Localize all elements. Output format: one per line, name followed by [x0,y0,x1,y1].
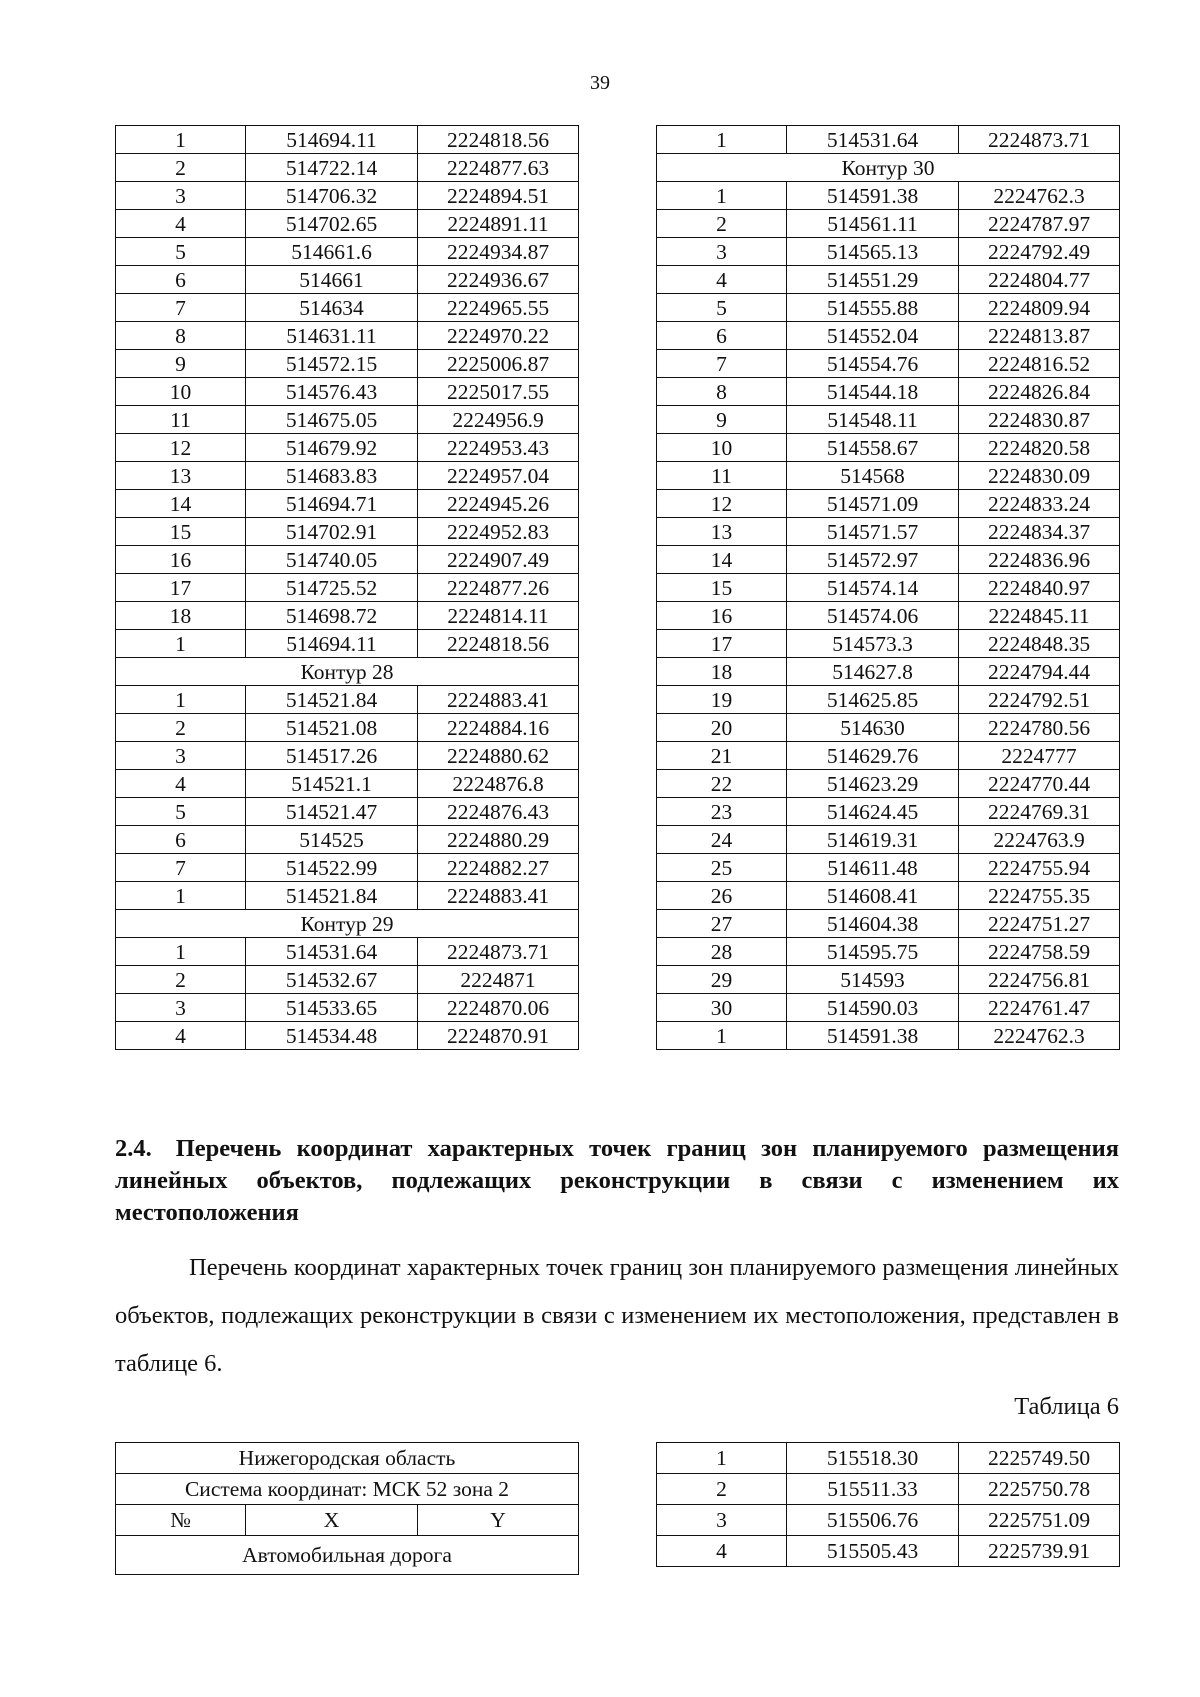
point-number-cell: 10 [657,434,787,462]
table-row [116,714,579,742]
table-row [657,630,1120,658]
y-coordinate-cell: 2225739.91 [959,1536,1120,1567]
point-number-cell: 3 [657,1505,787,1536]
coordinates-table-body [657,1443,1120,1567]
section-title: Перечень координат характерных точек границ зон планируемого размещения линейных объектов, подлежащих реконструкции в связи с изменением их местоположения [115,1135,1119,1226]
point-number-cell: 18 [657,658,787,686]
point-number-cell: 11 [657,462,787,490]
y-coordinate-cell: 2224952.83 [418,518,579,546]
contour-heading: Контур 28 [116,658,579,686]
y-coordinate-cell: 2224755.94 [959,854,1120,882]
x-coordinate-cell: 514634 [246,294,418,322]
point-number-cell: 17 [657,630,787,658]
table-row [116,686,579,714]
point-number-cell: 7 [116,854,246,882]
y-coordinate-cell: 2224758.59 [959,938,1120,966]
coordinates-table-right [656,125,1120,1050]
table6-coordinates-table [656,1442,1120,1567]
x-coordinate-cell: 514694.71 [246,490,418,518]
point-number-cell: 16 [657,602,787,630]
y-coordinate-cell: 2225750.78 [959,1474,1120,1505]
table-row [116,742,579,770]
y-coordinate-cell: 2224836.96 [959,546,1120,574]
x-coordinate-cell: 514625.85 [787,686,959,714]
x-coordinate-cell: 514661.6 [246,238,418,266]
x-coordinate-cell: 514571.09 [787,490,959,518]
x-coordinate-cell: 514576.43 [246,378,418,406]
point-number-cell: 19 [657,686,787,714]
table-row [657,210,1120,238]
x-coordinate-cell: 514551.29 [787,266,959,294]
x-coordinate-cell: 514544.18 [787,378,959,406]
y-coordinate-cell: 2224880.29 [418,826,579,854]
x-coordinate-cell: 514661 [246,266,418,294]
y-coordinate-cell: 2224876.43 [418,798,579,826]
table-row [657,546,1120,574]
table-row [657,686,1120,714]
table-row [657,294,1120,322]
point-number-cell: 21 [657,742,787,770]
table-row [116,1022,579,1050]
x-coordinate-cell: 514521.84 [246,686,418,714]
table-row [657,854,1120,882]
point-number-cell: 10 [116,378,246,406]
y-coordinate-cell: 2224945.26 [418,490,579,518]
y-coordinate-cell: 2224907.49 [418,546,579,574]
x-coordinate-cell: 514608.41 [787,882,959,910]
y-coordinate-cell: 2224873.71 [959,126,1120,154]
y-coordinate-cell: 2224826.84 [959,378,1120,406]
y-coordinate-cell: 2224834.37 [959,518,1120,546]
x-coordinate-cell: 514521.47 [246,798,418,826]
x-coordinate-cell: 514591.38 [787,1022,959,1050]
x-coordinate-cell: 514698.72 [246,602,418,630]
table-row [116,966,579,994]
x-coordinate-cell: 515505.43 [787,1536,959,1567]
point-number-cell: 6 [657,322,787,350]
table-row [116,994,579,1022]
point-number-cell: 4 [657,1536,787,1567]
table-row [657,1474,1120,1505]
table-row [657,966,1120,994]
y-coordinate-cell: 2224751.27 [959,910,1120,938]
table-row [657,938,1120,966]
x-coordinate-cell: 514522.99 [246,854,418,882]
point-number-cell: 6 [116,826,246,854]
x-coordinate-cell: 514574.06 [787,602,959,630]
table-row [116,126,579,154]
point-number-cell: 13 [657,518,787,546]
y-coordinate-cell: 2224770.44 [959,770,1120,798]
point-number-cell: 1 [657,182,787,210]
point-number-cell: 1 [657,1022,787,1050]
y-coordinate-cell: 2224882.27 [418,854,579,882]
y-coordinate-cell: 2224787.97 [959,210,1120,238]
x-coordinate-cell: 514702.91 [246,518,418,546]
y-coordinate-cell: 2224813.87 [959,322,1120,350]
x-coordinate-cell: 514568 [787,462,959,490]
point-number-cell: 4 [116,1022,246,1050]
table-row [657,350,1120,378]
point-number-cell: 9 [116,350,246,378]
column-header-number: № [116,1505,246,1536]
point-number-cell: 20 [657,714,787,742]
point-number-cell: 15 [116,518,246,546]
point-number-cell: 26 [657,882,787,910]
table-row [657,910,1120,938]
table6-header-table [115,1442,579,1575]
table-row [116,294,579,322]
table-row [657,462,1120,490]
coordinates-table-body [116,126,579,1050]
table-row [116,1474,579,1505]
table-row [116,154,579,182]
x-coordinate-cell: 514532.67 [246,966,418,994]
point-number-cell: 11 [116,406,246,434]
table-row [116,462,579,490]
table-row [657,322,1120,350]
x-coordinate-cell: 514627.8 [787,658,959,686]
x-coordinate-cell: 514521.08 [246,714,418,742]
point-number-cell: 18 [116,602,246,630]
table-row [657,406,1120,434]
y-coordinate-cell: 2224877.63 [418,154,579,182]
coord-system-cell: Система координат: МСК 52 зона 2 [116,1474,579,1505]
x-coordinate-cell: 514574.14 [787,574,959,602]
table-row [116,882,579,910]
x-coordinate-cell: 514624.45 [787,798,959,826]
x-coordinate-cell: 514630 [787,714,959,742]
region-cell: Нижегородская область [116,1443,579,1474]
y-coordinate-cell: 2224820.58 [959,434,1120,462]
table-row [657,518,1120,546]
point-number-cell: 1 [116,938,246,966]
x-coordinate-cell: 514679.92 [246,434,418,462]
column-header-y: Y [418,1505,579,1536]
coordinates-table-body [657,126,1120,1050]
x-coordinate-cell: 514533.65 [246,994,418,1022]
point-number-cell: 2 [116,714,246,742]
y-coordinate-cell: 2224970.22 [418,322,579,350]
y-coordinate-cell: 2224830.87 [959,406,1120,434]
point-number-cell: 3 [657,238,787,266]
y-coordinate-cell: 2224956.9 [418,406,579,434]
table-row [657,714,1120,742]
point-number-cell: 2 [116,154,246,182]
x-coordinate-cell: 514619.31 [787,826,959,854]
y-coordinate-cell: 2224883.41 [418,882,579,910]
point-number-cell: 16 [116,546,246,574]
point-number-cell: 7 [657,350,787,378]
x-coordinate-cell: 514552.04 [787,322,959,350]
point-number-cell: 22 [657,770,787,798]
x-coordinate-cell: 514521.1 [246,770,418,798]
x-coordinate-cell: 514590.03 [787,994,959,1022]
table-row [657,742,1120,770]
x-coordinate-cell: 514531.64 [787,126,959,154]
x-coordinate-cell: 514725.52 [246,574,418,602]
coordinates-table-left [115,125,579,1050]
table-row [116,350,579,378]
table-row [116,378,579,406]
point-number-cell: 4 [657,266,787,294]
y-coordinate-cell: 2224780.56 [959,714,1120,742]
point-number-cell: 14 [116,490,246,518]
x-coordinate-cell: 514706.32 [246,182,418,210]
table-row [657,602,1120,630]
point-number-cell: 17 [116,574,246,602]
point-number-cell: 25 [657,854,787,882]
y-coordinate-cell: 2224761.47 [959,994,1120,1022]
y-coordinate-cell: 2225006.87 [418,350,579,378]
y-coordinate-cell: 2224763.9 [959,826,1120,854]
y-coordinate-cell: 2224809.94 [959,294,1120,322]
table-row [116,1443,579,1474]
y-coordinate-cell: 2224792.49 [959,238,1120,266]
x-coordinate-cell: 514572.97 [787,546,959,574]
x-coordinate-cell: 514629.76 [787,742,959,770]
y-coordinate-cell: 2224830.09 [959,462,1120,490]
object-name-cell: Автомобильная дорога [116,1536,579,1575]
point-number-cell: 5 [116,238,246,266]
point-number-cell: 9 [657,406,787,434]
y-coordinate-cell: 2224934.87 [418,238,579,266]
point-number-cell: 15 [657,574,787,602]
x-coordinate-cell: 514534.48 [246,1022,418,1050]
body-paragraph: Перечень координат характерных точек границ зон планируемого размещения линейных объектов, подлежащих реконструкции в связи с изменением их местоположения, представлен в таблице 6. [115,1254,1119,1377]
table-row [116,266,579,294]
table-header-row [116,1505,579,1536]
point-number-cell: 24 [657,826,787,854]
y-coordinate-cell: 2224873.71 [418,938,579,966]
point-number-cell: 3 [116,994,246,1022]
y-coordinate-cell: 2224957.04 [418,462,579,490]
table-row [657,1505,1120,1536]
point-number-cell: 1 [116,630,246,658]
table-row [657,182,1120,210]
point-number-cell: 12 [116,434,246,462]
contour-heading: Контур 29 [116,910,579,938]
y-coordinate-cell: 2224870.06 [418,994,579,1022]
point-number-cell: 1 [657,126,787,154]
y-coordinate-cell: 2224870.91 [418,1022,579,1050]
point-number-cell: 5 [116,798,246,826]
y-coordinate-cell: 2224755.35 [959,882,1120,910]
point-number-cell: 3 [116,182,246,210]
x-coordinate-cell: 514573.3 [787,630,959,658]
y-coordinate-cell: 2224953.43 [418,434,579,462]
x-coordinate-cell: 514740.05 [246,546,418,574]
point-number-cell: 1 [116,686,246,714]
point-number-cell: 2 [657,1474,787,1505]
y-coordinate-cell: 2225751.09 [959,1505,1120,1536]
table-row [116,210,579,238]
y-coordinate-cell: 2224816.52 [959,350,1120,378]
x-coordinate-cell: 514702.65 [246,210,418,238]
table-row [116,434,579,462]
x-coordinate-cell: 514531.64 [246,938,418,966]
section-heading [115,1133,1119,1229]
table-row [657,882,1120,910]
point-number-cell: 30 [657,994,787,1022]
y-coordinate-cell: 2224845.11 [959,602,1120,630]
table-row [116,238,579,266]
point-number-cell: 1 [116,882,246,910]
point-number-cell: 5 [657,294,787,322]
x-coordinate-cell: 514593 [787,966,959,994]
point-number-cell: 8 [116,322,246,350]
table-row [657,798,1120,826]
table-row [116,1536,579,1575]
table-row [116,322,579,350]
x-coordinate-cell: 514548.11 [787,406,959,434]
table-row [116,630,579,658]
y-coordinate-cell: 2225017.55 [418,378,579,406]
table-row [657,1022,1120,1050]
point-number-cell: 1 [657,1443,787,1474]
table-row [116,798,579,826]
section-number: 2.4. [115,1135,152,1162]
table-row [657,1536,1120,1567]
x-coordinate-cell: 514555.88 [787,294,959,322]
y-coordinate-cell: 2224871 [418,966,579,994]
point-number-cell: 7 [116,294,246,322]
y-coordinate-cell: 2224883.41 [418,686,579,714]
table-row [657,826,1120,854]
x-coordinate-cell: 514694.11 [246,126,418,154]
point-number-cell: 4 [116,770,246,798]
x-coordinate-cell: 514521.84 [246,882,418,910]
y-coordinate-cell: 2224818.56 [418,630,579,658]
point-number-cell: 4 [116,210,246,238]
x-coordinate-cell: 514554.76 [787,350,959,378]
x-coordinate-cell: 514623.29 [787,770,959,798]
point-number-cell: 28 [657,938,787,966]
x-coordinate-cell: 514572.15 [246,350,418,378]
y-coordinate-cell: 2224814.11 [418,602,579,630]
y-coordinate-cell: 2224891.11 [418,210,579,238]
table-row [657,266,1120,294]
table-row [657,378,1120,406]
y-coordinate-cell: 2224936.67 [418,266,579,294]
y-coordinate-cell: 2224833.24 [959,490,1120,518]
point-number-cell: 6 [116,266,246,294]
table-row [657,238,1120,266]
point-number-cell: 14 [657,546,787,574]
x-coordinate-cell: 515511.33 [787,1474,959,1505]
y-coordinate-cell: 2224848.35 [959,630,1120,658]
y-coordinate-cell: 2224769.31 [959,798,1120,826]
point-number-cell: 29 [657,966,787,994]
point-number-cell: 2 [116,966,246,994]
x-coordinate-cell: 514694.11 [246,630,418,658]
table-row [657,490,1120,518]
column-header-x: X [246,1505,418,1536]
table-row [657,126,1120,154]
x-coordinate-cell: 514591.38 [787,182,959,210]
point-number-cell: 2 [657,210,787,238]
table-row [116,406,579,434]
contour-heading-row [116,910,579,938]
x-coordinate-cell: 514525 [246,826,418,854]
contour-heading-row [116,658,579,686]
contour-heading: Контур 30 [657,154,1120,182]
y-coordinate-cell: 2224965.55 [418,294,579,322]
table-row [116,574,579,602]
x-coordinate-cell: 514558.67 [787,434,959,462]
table-row [116,518,579,546]
x-coordinate-cell: 514604.38 [787,910,959,938]
table-row [657,994,1120,1022]
point-number-cell: 13 [116,462,246,490]
x-coordinate-cell: 514675.05 [246,406,418,434]
table-row [116,490,579,518]
table-row [116,826,579,854]
y-coordinate-cell: 2224818.56 [418,126,579,154]
table-row [657,574,1120,602]
table-row [657,434,1120,462]
x-coordinate-cell: 514631.11 [246,322,418,350]
point-number-cell: 12 [657,490,787,518]
point-number-cell: 23 [657,798,787,826]
x-coordinate-cell: 514683.83 [246,462,418,490]
y-coordinate-cell: 2224894.51 [418,182,579,210]
table-row [116,182,579,210]
table-row [657,658,1120,686]
y-coordinate-cell: 2224792.51 [959,686,1120,714]
y-coordinate-cell: 2224762.3 [959,182,1120,210]
point-number-cell: 8 [657,378,787,406]
table-row [116,546,579,574]
x-coordinate-cell: 514595.75 [787,938,959,966]
y-coordinate-cell: 2224762.3 [959,1022,1120,1050]
y-coordinate-cell: 2224876.8 [418,770,579,798]
y-coordinate-cell: 2224777 [959,742,1120,770]
x-coordinate-cell: 515518.30 [787,1443,959,1474]
x-coordinate-cell: 514561.11 [787,210,959,238]
table-row [116,770,579,798]
y-coordinate-cell: 2224880.62 [418,742,579,770]
page-number: 39 [590,72,610,94]
y-coordinate-cell: 2224756.81 [959,966,1120,994]
point-number-cell: 1 [116,126,246,154]
y-coordinate-cell: 2224884.16 [418,714,579,742]
table-row [116,602,579,630]
y-coordinate-cell: 2224840.97 [959,574,1120,602]
table-row [116,854,579,882]
x-coordinate-cell: 515506.76 [787,1505,959,1536]
table-row [116,938,579,966]
point-number-cell: 27 [657,910,787,938]
y-coordinate-cell: 2224794.44 [959,658,1120,686]
x-coordinate-cell: 514722.14 [246,154,418,182]
table-caption: Таблица 6 [1014,1393,1119,1420]
point-number-cell: 3 [116,742,246,770]
table-row [657,770,1120,798]
x-coordinate-cell: 514571.57 [787,518,959,546]
y-coordinate-cell: 2224877.26 [418,574,579,602]
x-coordinate-cell: 514611.48 [787,854,959,882]
x-coordinate-cell: 514565.13 [787,238,959,266]
table-row [657,1443,1120,1474]
y-coordinate-cell: 2224804.77 [959,266,1120,294]
contour-heading-row [657,154,1120,182]
x-coordinate-cell: 514517.26 [246,742,418,770]
y-coordinate-cell: 2225749.50 [959,1443,1120,1474]
